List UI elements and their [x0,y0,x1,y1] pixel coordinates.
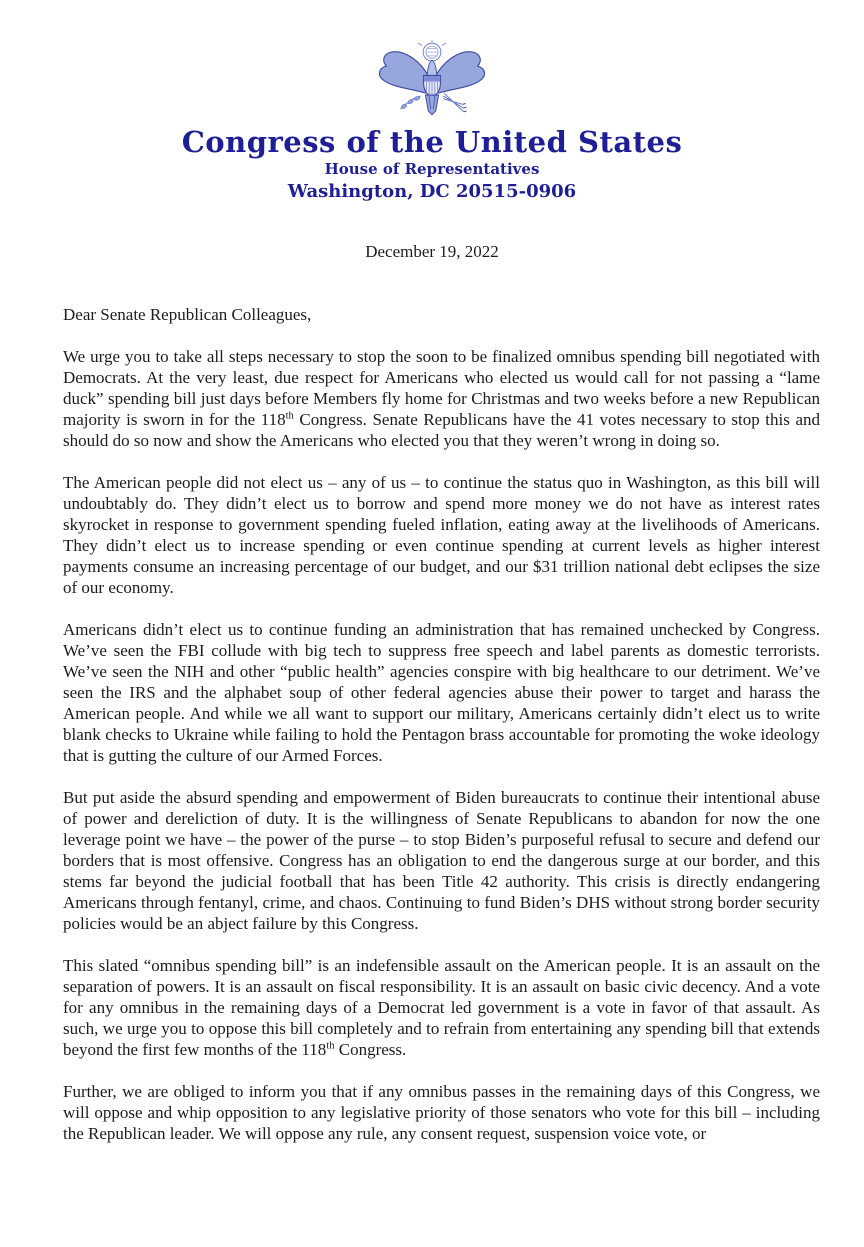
letter-paragraph-3 [63,619,820,766]
letter-date: December 19, 2022 [365,242,499,261]
eagle-seal-icon [373,40,491,124]
paragraph-text: Americans didn’t elect us to continue funding an administration that has remained unchecked by Congress. We’ve seen the FBI collude with big tech to suppress free speech and label parents as domestic terrorists. We’ve seen the NIH and other “public health” agencies conspire with big healthcare to our detriment. We’ve seen the IRS and the alphabet soup of other federal agencies abuse their power to target and harass the American people. And while we all want to support our military, Americans certainly didn’t elect us to write blank checks to Ukraine while failing to hold the Pentagon brass accountable for promoting the woke ideology that is gutting the culture of our Armed Forces. [63,620,820,765]
letterhead-chamber: House of Representatives [324,160,540,178]
paragraph-text: The American people did not elect us – any of us – to continue the status quo in Washington, as this bill will undoubtably do. They didn’t elect us to borrow and spend more money we do not have as interest rates skyrocket in response to government spending fueled inflation, eating away at the livelihoods of Americans. They didn’t elect us to increase spending or even continue spending at current levels as higher interest payments consume an increasing percentage of our budget, and our $31 trillion national debt eclipses the size of our economy. [63,473,820,597]
letter-paragraph-2 [63,472,820,598]
letter-body [63,304,820,1144]
letterhead [0,0,864,203]
letter-paragraph-1 [63,346,820,451]
paragraph-text: We urge you to take all steps necessary to stop the soon to be finalized omnibus spending bill negotiated with Democrats. At the very least, due respect for Americans who elected us would call for not passing a “lame duck” spending bill just days before Members fly home for Christmas and two weeks before a new Republican majority is sworn in for the 118 [63,347,820,429]
letterhead-address: Washington, DC 20515-0906 [287,181,577,202]
letter-paragraph-4 [63,787,820,934]
ordinal-superscript: th [285,410,294,422]
letterhead-org-name: Congress of the United States [181,125,683,159]
letter-paragraph-6 [63,1081,820,1144]
paragraph-text: Further, we are obliged to inform you that if any omnibus passes in the remaining days of this Congress, we will oppose and whip opposition to any legislative priority of those senators who vote for this bill – including the Republican leader. We will oppose any rule, any consent request, suspension voice vote, or [63,1082,820,1143]
letter-paragraph-5 [63,955,820,1060]
ordinal-superscript: th [326,1040,335,1052]
salutation: Dear Senate Republican Colleagues, [63,305,312,324]
paragraph-text: But put aside the absurd spending and empowerment of Biden bureaucrats to continue their intentional abuse of power and dereliction of duty. It is the willingness of Senate Republicans to abandon for now the one leverage point we have – the power of the purse – to stop Biden’s purposeful refusal to secure and defend our borders that is most offensive. Congress has an obligation to end the dangerous surge at our border, and this stems far beyond the judicial football that has been Title 42 authority. This crisis is directly endangering Americans through fentanyl, crime, and chaos. Continuing to fund Biden’s DHS without strong border security policies would be an abject failure by this Congress. [63,788,820,933]
paragraph-text: Congress. Senate Republicans have the 41 votes necessary to stop this and should do so now and show the Americans who elected you that they weren’t wrong in doing so. [63,410,820,450]
paragraph-text: Congress. [334,1040,407,1059]
paragraph-text: This slated “omnibus spending bill” is an indefensible assault on the American people. It is an assault on the separation of powers. It is an assault on fiscal responsibility. It is an assault on basic civic decency. And a vote for any omnibus in the remaining days of a Democrat led government is a vote in favor of that assault. As such, we urge you to oppose this bill completely and to refrain from entertaining any spending bill that extends beyond the first few months of the 118 [63,956,820,1059]
